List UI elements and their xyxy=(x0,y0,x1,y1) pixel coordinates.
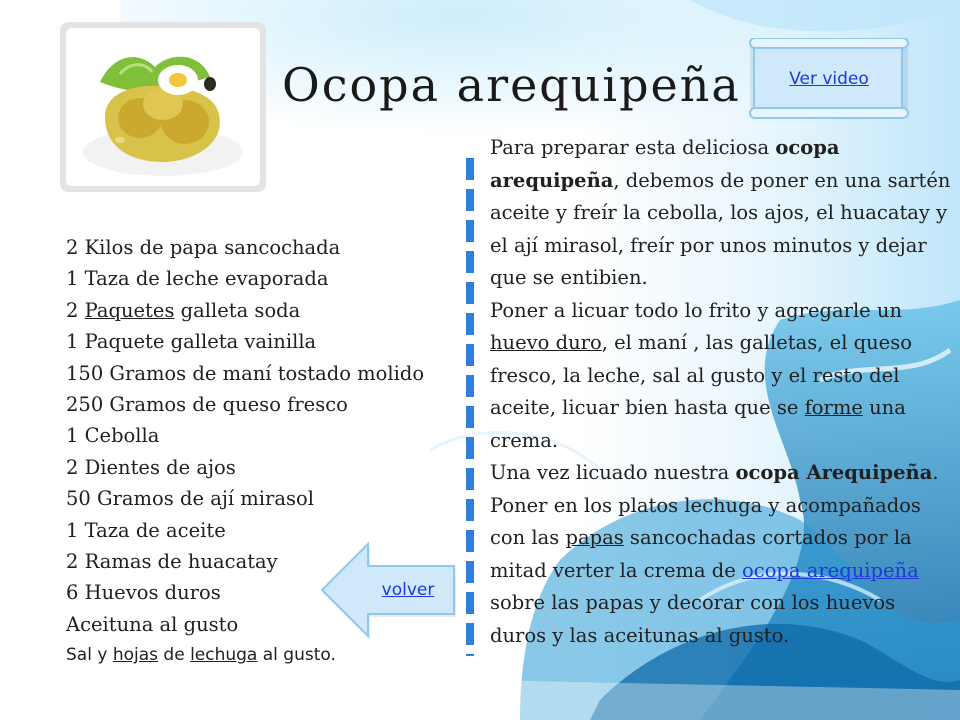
prep-text: Poner a licuar todo lo frito y agregarle un xyxy=(490,298,903,322)
ingredient-text: Sal y xyxy=(66,645,113,666)
ingredient-item xyxy=(66,452,446,483)
ver-video-link[interactable]: Ver video xyxy=(789,69,869,89)
ingredient-text: 2 Kilos de papa sancochada xyxy=(66,236,341,259)
ingredient-text: 1 Taza de leche evaporada xyxy=(66,267,329,291)
prep-underlined: papas xyxy=(565,526,624,549)
volver-button[interactable] xyxy=(318,540,458,640)
prep-underlined: huevo duro xyxy=(490,331,602,354)
ingredient-text: 250 Gramos de queso fresco xyxy=(66,393,348,417)
ingredient-item xyxy=(66,263,446,294)
prep-text: una crema. xyxy=(490,396,906,452)
prep-underlined: forme xyxy=(804,396,863,419)
ingredient-text: al gusto. xyxy=(257,645,336,666)
dashed-divider xyxy=(466,158,474,656)
volver-link[interactable]: volver xyxy=(381,580,435,600)
ingredient-item xyxy=(66,483,446,514)
prep-text: , el maní , las galletas, el queso fresco, la leche, sal al gusto y el resto del aceite, licuar bien hasta que se xyxy=(490,331,912,419)
prep-bold: ocopa arequipeña xyxy=(490,136,840,192)
prep-text: Poner en los platos lechuga y acompañados con las xyxy=(490,493,921,549)
page-title: Ocopa arequipeña xyxy=(282,58,741,112)
ingredient-text: 1 Taza de aceite xyxy=(66,518,226,542)
prep-bold: ocopa Arequipeña xyxy=(735,461,933,484)
ingredient-text: 1 Cebolla xyxy=(66,424,160,448)
ingredient-item xyxy=(66,389,446,420)
prep-text: . xyxy=(932,461,939,484)
prep-text: , debemos de poner en una sartén aceite y freír la cebolla, los ajos, el huacatay y el ají mirasol, freír por unos minutos y dejar que se entibien. xyxy=(490,168,951,289)
ingredient-item xyxy=(66,420,446,451)
ingredient-text: 2 Ramas de huacatay xyxy=(66,550,278,574)
ingredient-underlined-word: Paquetes xyxy=(84,298,175,322)
ingredient-underlined-word: lechuga xyxy=(190,645,258,666)
ingredient-underlined-word: hojas xyxy=(112,645,158,666)
ingredient-item xyxy=(66,326,446,357)
ingredient-text: 50 Gramos de ají mirasol xyxy=(66,487,314,511)
ingredient-item xyxy=(66,295,446,326)
ocopa-dish-photo xyxy=(60,22,266,192)
prep-text: Una vez licuado nuestra xyxy=(490,461,736,484)
ingredient-text: Aceituna al gusto xyxy=(66,612,239,636)
ingredient-text: galleta soda xyxy=(174,298,301,322)
ingredient-item xyxy=(66,358,446,389)
ver-video-button[interactable] xyxy=(748,38,910,120)
preparation-text xyxy=(490,132,952,652)
ingredient-text: 2 xyxy=(66,298,85,322)
ingredient-item xyxy=(66,232,446,263)
prep-text: Para preparar esta deliciosa xyxy=(490,136,776,159)
ingredient-text: de xyxy=(158,645,191,666)
ocopa-arequipena-link[interactable]: ocopa arequipeña xyxy=(742,558,919,582)
ingredient-text: 6 Huevos duros xyxy=(66,581,221,605)
ingredient-item xyxy=(66,640,446,671)
prep-text: sancochadas cortados por la mitad verter la crema de xyxy=(490,526,912,582)
ingredient-text: 2 Dientes de ajos xyxy=(66,455,236,479)
ingredient-text: 1 Paquete galleta vainilla xyxy=(66,330,317,354)
ingredient-text: 150 Gramos de maní tostado molido xyxy=(66,361,425,385)
prep-text: sobre las papas y decorar con los huevos duros y las aceitunas al gusto. xyxy=(490,591,896,647)
